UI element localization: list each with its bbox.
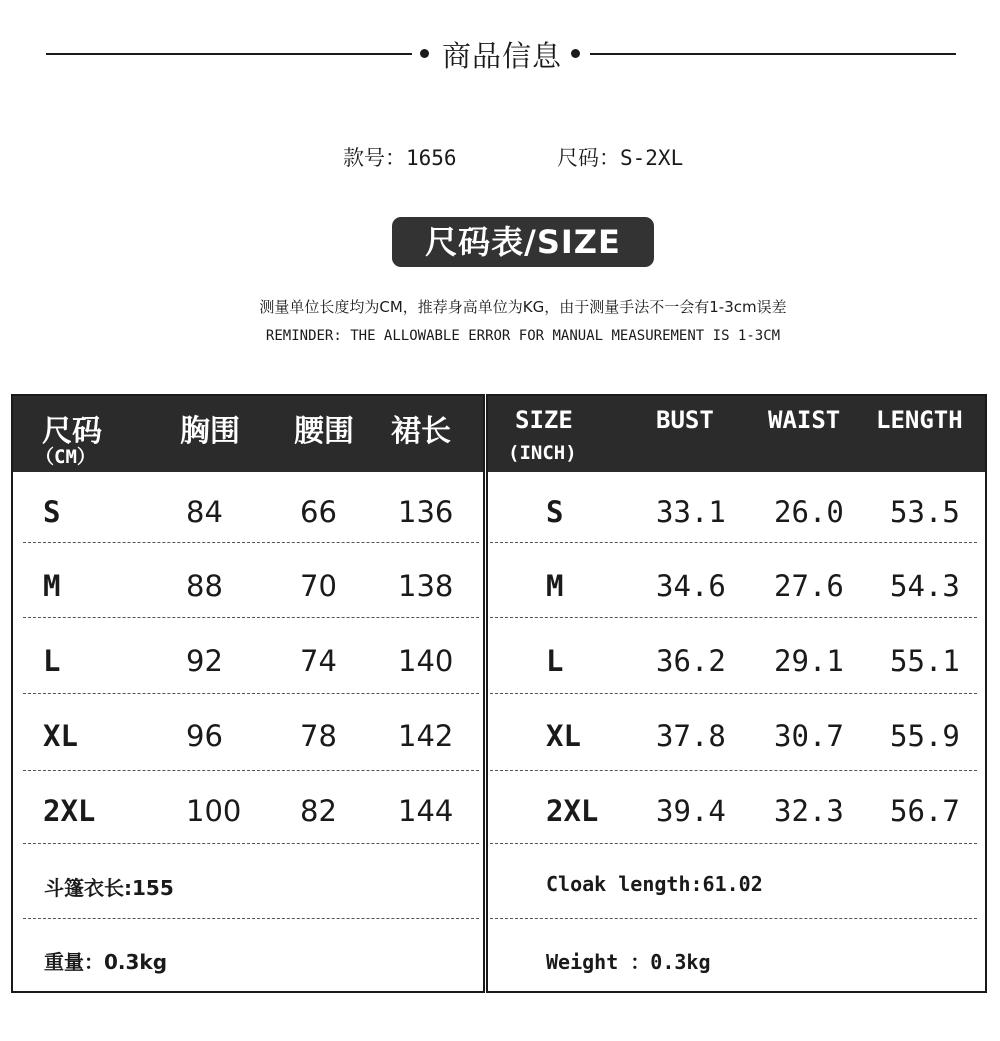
header-length: LENGTH (876, 406, 963, 434)
size-table-cm (11, 394, 485, 993)
size-range (557, 142, 683, 172)
table-cell-bust: 37.8 (656, 719, 726, 753)
note-en: REMINDER: THE ALLOWABLE ERROR FOR MANUAL MEASUREMENT IS 1-3CM (265, 328, 781, 344)
cloak-length-cm: 斗篷衣长:155 (44, 876, 174, 900)
cloak-length-inch: Cloak length:61.02 (546, 872, 763, 896)
table-cell-size: S (43, 495, 61, 529)
table-cell-size: 2XL (43, 794, 96, 828)
table-cell-size: XL (546, 719, 581, 753)
table-cell-size: M (546, 569, 564, 603)
row-divider (23, 542, 479, 543)
table-cell-bust: 34.6 (656, 569, 726, 603)
row-divider (23, 770, 479, 771)
table-cell-size: 2XL (546, 794, 599, 828)
table-cell-size: XL (43, 719, 78, 753)
header-unit: (INCH) (508, 442, 577, 464)
table-header-cm (13, 396, 483, 472)
table-cell-bust: 92 (186, 644, 223, 678)
table-cell-size: S (546, 495, 564, 529)
size-table-inch (486, 394, 987, 993)
header-line-right (590, 53, 956, 55)
row-divider (490, 693, 977, 694)
table-cell-length: 138 (398, 569, 454, 603)
row-divider (490, 918, 977, 919)
weight-inch: Weight ：0.3kg (546, 950, 711, 974)
style-number (343, 142, 457, 172)
table-cell-waist: 32.3 (774, 794, 844, 828)
table-cell-waist: 30.7 (774, 719, 844, 753)
row-divider (490, 770, 977, 771)
table-cell-waist: 70 (300, 569, 337, 603)
row-divider (23, 918, 479, 919)
table-cell-bust: 96 (186, 719, 223, 753)
row-divider (490, 542, 977, 543)
size-label: 尺码： (557, 146, 620, 170)
note-cn: 测量单位长度均为CM，推荐身高单位为KG，由于测量手法不一会有1-3cm误差 (259, 298, 787, 316)
header-waist: 腰围 (294, 414, 354, 449)
table-cell-bust: 33.1 (656, 495, 726, 529)
table-cell-bust: 36.2 (656, 644, 726, 678)
table-cell-length: 140 (398, 644, 454, 678)
table-cell-size: L (546, 644, 564, 678)
style-label: 款号： (343, 146, 406, 170)
header-size: 尺码 (42, 414, 102, 449)
table-cell-waist: 74 (300, 644, 337, 678)
size-value: S-2XL (620, 146, 684, 170)
table-cell-size: M (43, 569, 61, 603)
table-cell-length: 55.1 (890, 644, 960, 678)
style-value: 1656 (406, 146, 457, 170)
row-divider (23, 617, 479, 618)
table-cell-bust: 88 (186, 569, 223, 603)
table-cell-length: 56.7 (890, 794, 960, 828)
header-bust: BUST (656, 406, 714, 434)
header-bust: 胸围 (180, 414, 240, 449)
header-dot-left (420, 49, 429, 58)
table-cell-length: 142 (398, 719, 454, 753)
section-title: 商品信息 (441, 39, 562, 73)
table-cell-length: 144 (398, 794, 454, 828)
table-cell-waist: 78 (300, 719, 337, 753)
row-divider (490, 617, 977, 618)
row-divider (23, 843, 479, 844)
header-line-left (46, 53, 412, 55)
table-cell-length: 55.9 (890, 719, 960, 753)
table-cell-length: 54.3 (890, 569, 960, 603)
header-dot-right (571, 49, 580, 58)
table-cell-bust: 84 (186, 495, 223, 529)
header-waist: WAIST (768, 406, 841, 434)
table-cell-waist: 27.6 (774, 569, 844, 603)
table-cell-length: 53.5 (890, 495, 960, 529)
header-length: 裙长 (391, 414, 451, 449)
table-cell-waist: 66 (300, 495, 337, 529)
table-cell-length: 136 (398, 495, 454, 529)
table-cell-waist: 82 (300, 794, 337, 828)
row-divider (23, 693, 479, 694)
table-cell-size: L (43, 644, 61, 678)
table-cell-waist: 29.1 (774, 644, 844, 678)
header-size: SIZE (515, 406, 573, 434)
weight-cm: 重量：0.3kg (44, 950, 168, 974)
table-cell-bust: 100 (186, 794, 242, 828)
header-unit: （CM） (35, 446, 96, 468)
table-header-inch (488, 396, 985, 472)
row-divider (490, 843, 977, 844)
table-cell-waist: 26.0 (774, 495, 844, 529)
table-cell-bust: 39.4 (656, 794, 726, 828)
size-chart-badge: 尺码表/SIZE (392, 217, 654, 267)
